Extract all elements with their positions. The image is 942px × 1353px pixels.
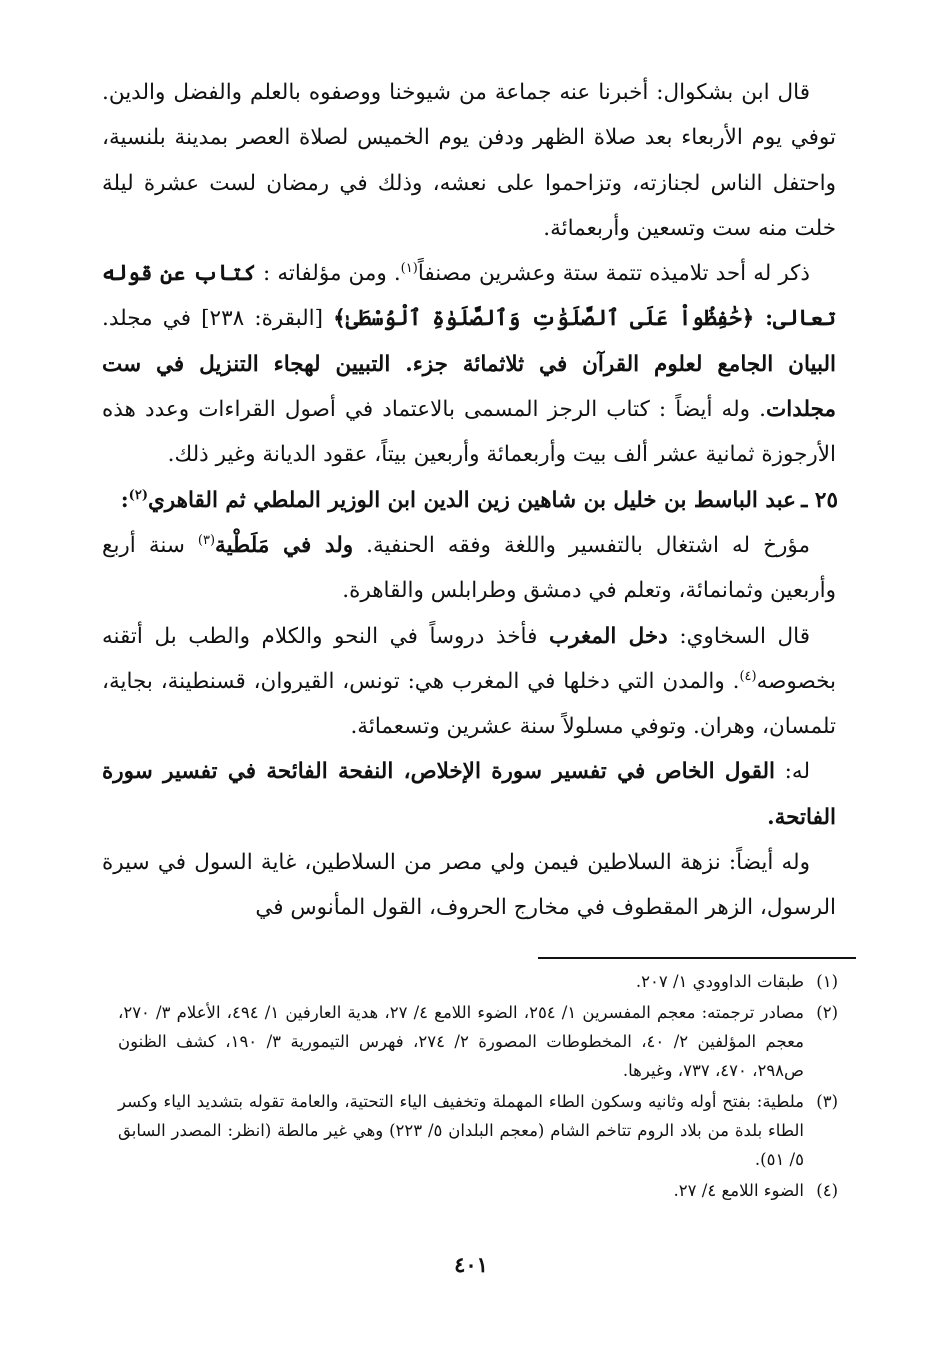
page-number: ٤٠١ (454, 1252, 488, 1277)
footnotes (118, 967, 838, 1207)
footnote-ref-1: (١) (400, 261, 418, 277)
sakhawi-studies: فأخذ دروساً في النحو والكلام والطب بل أتقنه بخصوصه (102, 623, 836, 694)
footnote-number: (٤) (816, 1181, 838, 1200)
entry-name: عبد الباسط بن خليل بن شاهين زين الدين ابن الوزير الملطي ثم القاهري (147, 487, 796, 513)
maghrib-entry: دخل المغرب (548, 623, 668, 649)
book-title-quran-verse: كتاب عن قوله تعالى: ﴿حَٰفِظُواْ عَلَى ٱلصَّلَوَٰتِ وَٱلصَّلَوٰةِ ٱلْوُسْطَىٰ﴾ (102, 261, 837, 332)
footnote-3 (118, 1087, 838, 1174)
footnote-ref-2: (٢) (128, 487, 148, 503)
entry-colon: : (120, 487, 129, 513)
footnote-number: (٢) (816, 1003, 838, 1022)
paragraph-ibn-bashkuwal: قال ابن بشكوال: أخبرنا عنه جماعة من شيوخنا ووصفوه بالعلم والفضل والدين. توفي يوم الأربعاء بعد صلاة الظهر ودفن يوم الخميس لصلاة العصر بمدينة بلنسية، واحتفل الناس لجنازته، وتزاحموا على نعشه، وذلك في رمضان لست عشرة ليلة خلت منه ست وتسعين وأربعمائة. (102, 80, 836, 241)
paragraph-birth (102, 523, 836, 614)
footnote-text: ملطية: بفتح أوله وثانيه وسكون الطاء المهملة وتخفيف الياء التحتية، والعامة تقوله بتشديد الياء وكسر الطاء بلدة من بلاد الروم تتاخم الشام (معجم البلدان ٥/ ٢٢٣) وهي غير مالطة (انظر: المصدر السابق ٥/ ٥١). (118, 1092, 804, 1169)
works-2-lead: له: (775, 759, 810, 785)
verse-reference: [البقرة: ٢٣٨] في مجلد. (102, 306, 334, 332)
birth-intro: مؤرخ له اشتغال بالتفسير واللغة وفقه الحنفية. (353, 532, 810, 558)
birth-details: سنة أربع وأربعين وثمانمائة، وتعلم في دمشق وطرابلس والقاهرة. (102, 532, 836, 604)
footnote-text: مصادر ترجمته: معجم المفسرين ١/ ٢٥٤، الضوء اللامع ٤/ ٢٧، هدية العارفين ١/ ٤٩٤، الأعلام ٣/ ٢٧٠، معجم المؤلفين ٢/ ٤٠، المخطوطات المصورة ٢/ ٢٧٤، فهرس التيمورية ٣/ ١٩٠، كشف الظنون ص٢٩٨، ٤٧٠، ٧٣٧، وغيرها. (118, 1003, 805, 1080)
paragraph-works-2 (102, 749, 836, 840)
footnote-separator (538, 957, 856, 959)
footnote-ref-3: (٣) (197, 532, 216, 548)
footnote-text: الضوء اللامع ٤/ ٢٧. (673, 1181, 804, 1200)
footnote-1 (118, 967, 838, 996)
entry-number: ٢٥ ـ (801, 487, 838, 513)
footnote-2 (118, 998, 838, 1085)
footnote-4 (118, 1176, 838, 1205)
birth-place: ولد في مَلَطْية (215, 532, 354, 558)
footnote-text: طبقات الداوودي ١/ ٢٠٧. (635, 972, 804, 991)
book-titles-bayan-tabyin: البيان الجامع لعلوم القرآن في ثلاثمائة جزء. التبيين لهجاء التنزيل في ست مجلدات (102, 351, 836, 423)
entry-heading (102, 478, 836, 523)
footnote-number: (٣) (816, 1092, 838, 1111)
works-intro: ذكر له أحد تلاميذه تتمة ستة وعشرين مصنفاً (417, 261, 810, 287)
footnote-ref-4: (٤) (739, 668, 757, 684)
works-continued: . وله أيضاً : كتاب الرجز المسمى بالاعتماد في أصول القراءات وعدد هذه الأرجوزة ثمانية عشر ألف بيت وأربعمائة وأربعين بيتاً، عقود الديانة وغير ذلك. (102, 397, 836, 468)
main-text (102, 70, 836, 931)
paragraph-works-3: وله أيضاً: نزهة السلاطين فيمن ولي مصر من السلاطين، غاية السول في سيرة الرسول، الزهر المقطوف في مخارج الحروف، القول المأنوس في (102, 850, 836, 921)
sakhawi-cities: . والمدن التي دخلها في المغرب هي: تونس، القيروان، قسنطينة، بجاية، تلمسان، وهران. وتوفي مسلولاً سنة عشرين وتسعمائة. (102, 668, 836, 740)
paragraph-sakhawi (102, 614, 836, 750)
sakhawi-intro: قال السخاوي: (667, 623, 810, 649)
paragraph-works (102, 251, 836, 477)
works-2-titles: القول الخاص في تفسير سورة الإخلاص، النفحة الفائحة في تفسير سورة الفاتحة. (102, 759, 836, 830)
footnote-number: (١) (816, 972, 838, 991)
works-lead: . ومن مؤلفاته : (256, 261, 401, 287)
